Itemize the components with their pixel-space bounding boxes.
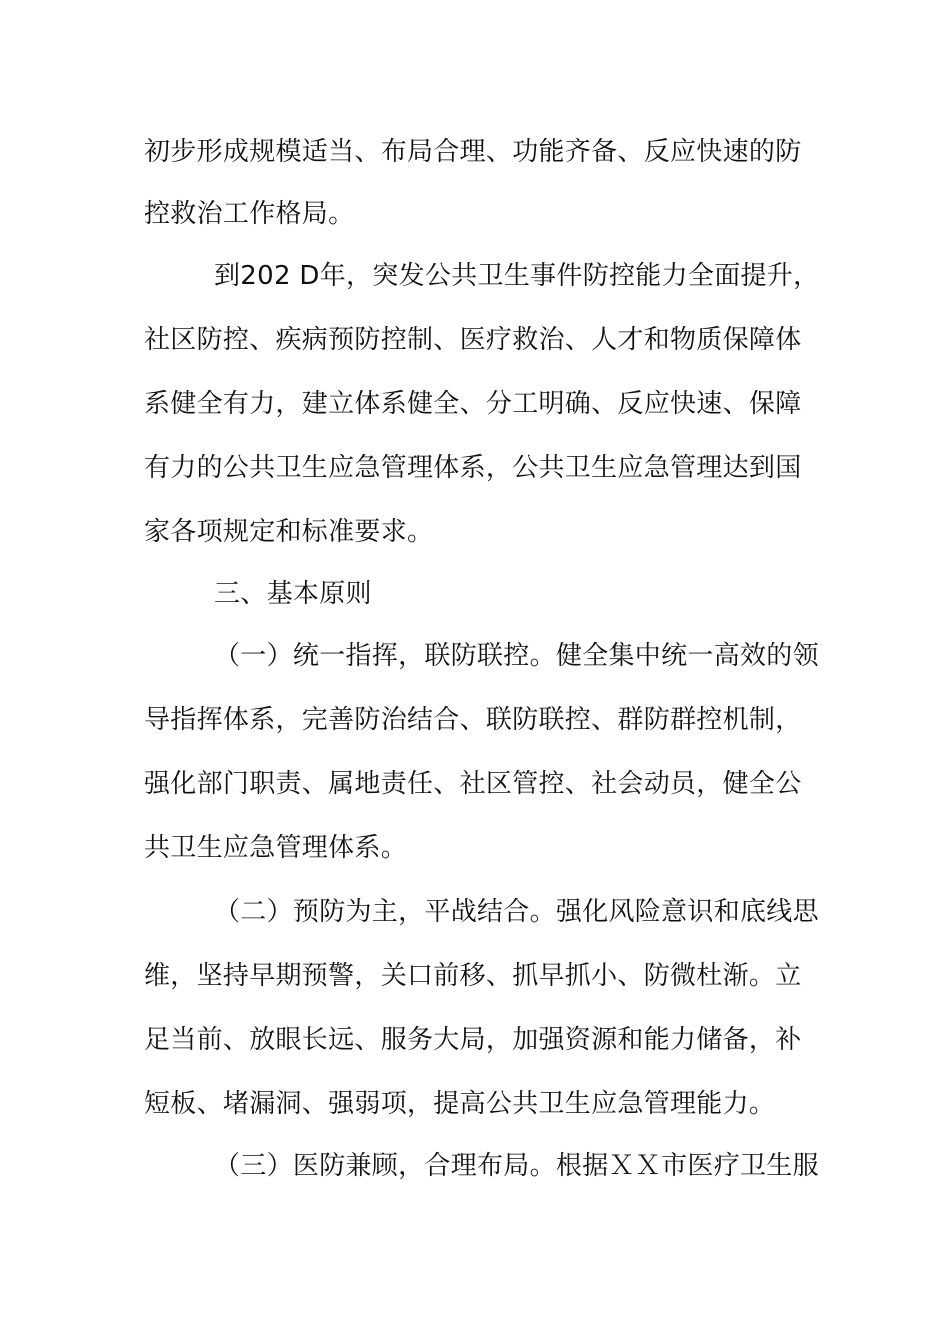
- paragraph-line-6: 有力的公共卫生应急管理体系，公共卫生应急管理达到国: [144, 453, 802, 483]
- section-heading: 三、基本原则: [214, 579, 372, 609]
- paragraph-line-14: 维，坚持早期预警，关口前移、抓早抓小、防微杜渐。立: [144, 961, 802, 991]
- paragraph-line-16: 短板、堵漏洞、强弱项，提高公共卫生应急管理能力。: [144, 1089, 776, 1119]
- paragraph-line-15: 足当前、放眼长远、服务大局，加强资源和能力储备，补: [144, 1025, 802, 1055]
- paragraph-line-2: 控救治工作格局。: [144, 199, 355, 229]
- paragraph-line-9: （一）统一指挥，联防联控。健全集中统一高效的领: [214, 641, 819, 671]
- paragraph-line-12: 共卫生应急管理体系。: [144, 833, 408, 863]
- paragraph-line-17: （三）医防兼顾，合理布局。根据ＸＸ市医疗卫生服: [214, 1151, 819, 1181]
- paragraph-line-5: 系健全有力，建立体系健全、分工明确、反应快速、保障: [144, 389, 802, 419]
- paragraph-line-11: 强化部门职责、属地责任、社区管控、社会动员，健全公: [144, 769, 802, 799]
- paragraph-line-1: 初步形成规模适当、布局合理、功能齐备、反应快速的防: [144, 137, 802, 167]
- paragraph-line-10: 导指挥体系，完善防治结合、联防联控、群防群控机制，: [144, 705, 802, 735]
- paragraph-line-13: （二）预防为主，平战结合。强化风险意识和底线思: [214, 897, 819, 927]
- paragraph-line-7: 家各项规定和标准要求。: [144, 517, 434, 547]
- paragraph-line-3: 到202 D年，突发公共卫生事件防控能力全面提升，: [214, 261, 820, 291]
- paragraph-line-4: 社区防控、疾病预防控制、医疗救治、人才和物质保障体: [144, 325, 802, 355]
